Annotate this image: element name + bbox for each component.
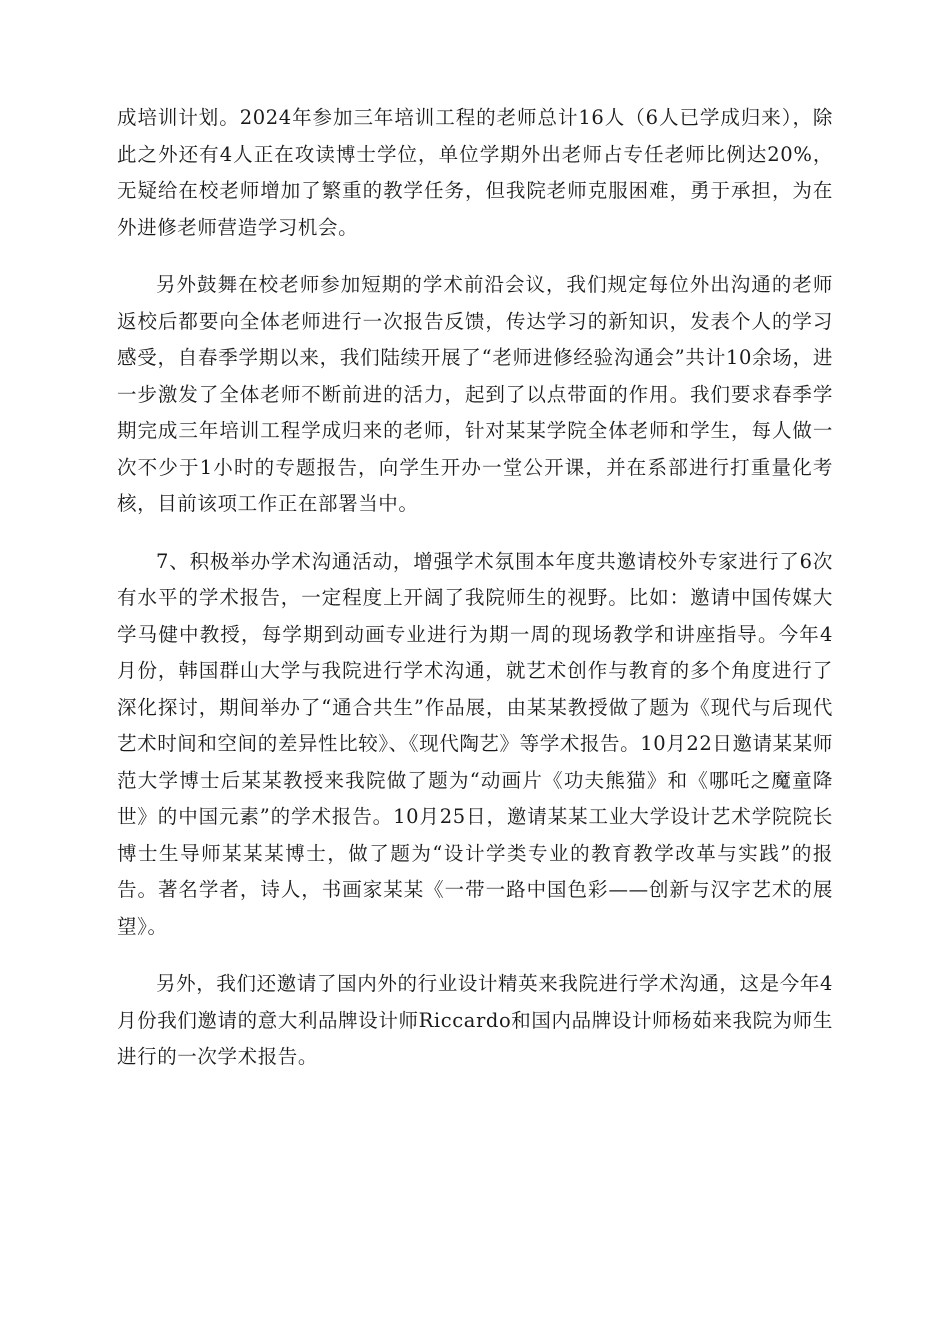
document-body (117, 100, 833, 1097)
paragraph-training-plan: 成培训计划。2024年参加三年培训工程的老师总计16人（6人已学成归来），除此之外还有4人正在攻读博士学位，单位学期外出老师占专任老师比例达20%，无疑给在校老师增加了繁重的教学任务，但我院老师克服困难，勇于承担，为在外进修老师营造学习机会。 (117, 106, 833, 239)
paragraph-industry-designers: 另外，我们还邀请了国内外的行业设计精英来我院进行学术沟通，这是今年4月份我们邀请的意大利品牌设计师Riccardo和国内品牌设计师杨茹来我院为师生进行的一次学术报告。 (117, 972, 833, 1068)
paragraph-academic-conferences: 另外鼓舞在校老师参加短期的学术前沿会议，我们规定每位外出沟通的老师返校后都要向全体老师进行一次报告反馈，传达学习的新知识，发表个人的学习感受，自春季学期以来，我们陆续开展了“老师进修经验沟通会”共计10余场，进一步激发了全体老师不断前进的活力，起到了以点带面的作用。我们要求春季学期完成三年培训工程学成归来的老师，针对某某学院全体老师和学生，每人做一次不少于1小时的专题报告，向学生开办一堂公开课，并在系部进行打重量化考核，目前该项工作正在部署当中。 (117, 273, 833, 515)
paragraph-academic-exchange-activities: 7、积极举办学术沟通活动，增强学术氛围本年度共邀请校外专家进行了6次有水平的学术报告，一定程度上开阔了我院师生的视野。比如：邀请中国传媒大学马健中教授，每学期到动画专业进行为期一周的现场教学和讲座指导。今年4月份，韩国群山大学与我院进行学术沟通，就艺术创作与教育的多个角度进行了深化探讨，期间举办了“通合共生”作品展，由某某教授做了题为《现代与后现代艺术时间和空间的差异性比较》、《现代陶艺》等学术报告。10月22日邀请某某师范大学博士后某某教授来我院做了题为“动画片《功夫熊猫》和《哪吒之魔童降世》的中国元素”的学术报告。10月25日，邀请某某工业大学设计艺术学院院长博士生导师某某某博士，做了题为“设计学类专业的教育教学改革与实践”的报告。著名学者，诗人，书画家某某《一带一路中国色彩——创新与汉字艺术的展望》。 (117, 549, 833, 938)
